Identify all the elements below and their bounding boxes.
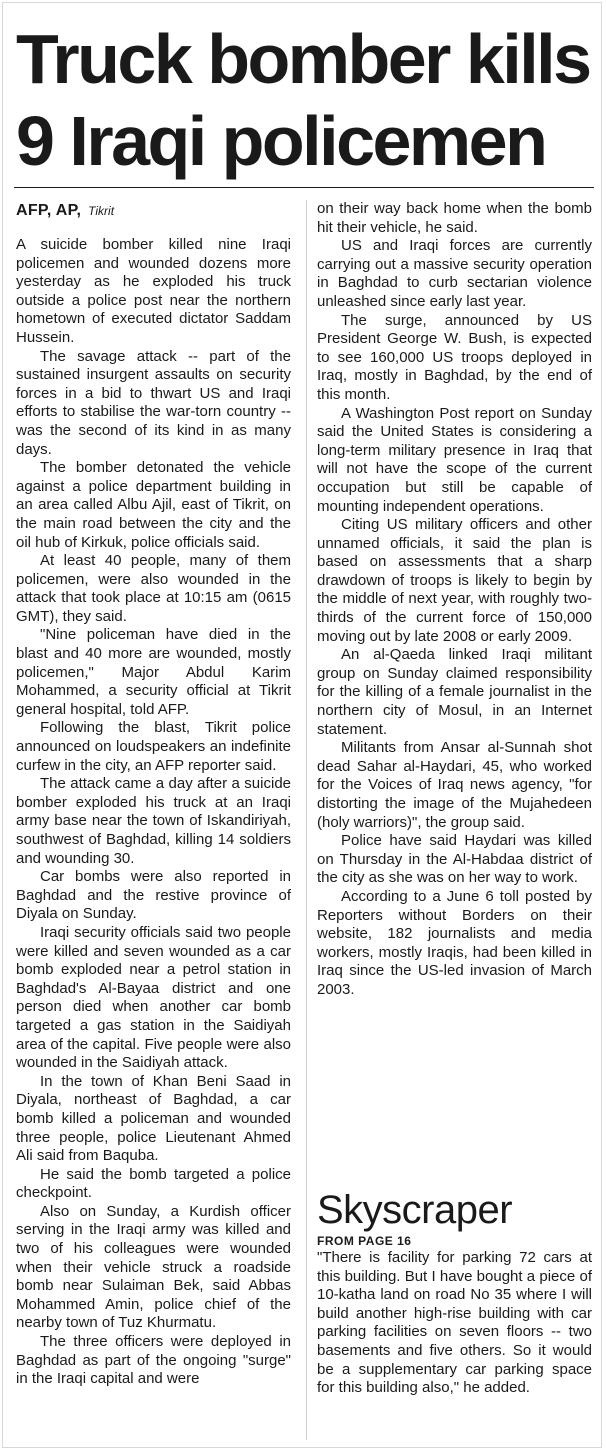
paragraph: He said the bomb targeted a police checkpoint.	[16, 1165, 291, 1202]
headline-line-2: 9 Iraqi policemen	[16, 102, 546, 180]
paragraph: Following the blast, Tikrit police announced on loudspeakers an indefinite curfew in the city, an AFP reporter said.	[16, 719, 291, 774]
headline-line-1: Truck bomber kills	[16, 20, 590, 98]
headline-divider	[14, 187, 594, 188]
paragraph: "Nine policeman have died in the blast and 40 more are wounded, mostly policemen," Major Abdul Karim Mohammed, a security official at Tikrit general hospital, told AFP.	[16, 626, 291, 718]
paragraph: A suicide bomber killed nine Iraqi policemen and wounded dozens more yesterday as he exploded his truck outside a police post near the northern hometown of executed dictator Saddam Hussein.	[16, 236, 291, 346]
skyscraper-from-page: FROM PAGE 16	[317, 1234, 412, 1248]
paragraph: on their way back home when the bomb hit their vehicle, he said.	[317, 200, 592, 236]
paragraph: The savage attack -- part of the sustained insurgent assaults on security forces in a bid to thwart US and Iraqi efforts to stabilise the war-torn country -- was the second of its kind in as many days.	[16, 347, 291, 458]
article-column-right	[317, 200, 592, 1000]
paragraph: Iraqi security officials said two people were killed and seven wounded as a car bomb exploded near a petrol station in Baghdad's Al-Bayaa district and one person died when another car bomb targeted a gas station in the Saidiyah area of the capital. Five people were also wounded in the Saidiyah attack.	[16, 923, 291, 1072]
paragraph: The bomber detonated the vehicle against a police department building in an area called Albu Ajil, east of Tikrit, on the main road between the city and the oil hub of Kirkuk, police officials said.	[16, 459, 291, 551]
paragraph: A Washington Post report on Sunday said the United States is considering a long-term military presence in Iraq that will not have the scope of the current occupation but still be capable of mounting independent operations.	[317, 404, 592, 515]
paragraph: The surge, announced by US President George W. Bush, is expected to see 160,000 US troops deployed in Iraq, mostly in Baghdad, by the end of this month.	[317, 311, 592, 403]
paragraph: According to a June 6 toll posted by Reporters without Borders on their website, 182 journalists and media workers, mostly Iraqis, had been killed in Iraq since the US-led invasion of March 2003.	[317, 887, 592, 998]
paragraph: Car bombs were also reported in Baghdad and the restive province of Diyala on Sunday.	[16, 868, 291, 923]
paragraph: Also on Sunday, a Kurdish officer serving in the Iraqi army was killed and two of his colleagues were wounded when their vehicle struck a roadside bomb near Sulaiman Bek, said Abbas Mohammed Amin, police chief of the nearby town of Tuz Khurmatu.	[16, 1202, 291, 1332]
paragraph: Militants from Ansar al-Sunnah shot dead Sahar al-Haydari, 45, who worked for the Voices of Iraq news agency, "for distorting the image of the Mujahedeen (holy warriors)", the group said.	[317, 739, 592, 831]
article-column-left	[16, 236, 291, 1389]
skyscraper-body: "There is facility for parking 72 cars at this building. But I have bought a piece of 10-katha land on road No 35 where I will build another high-rise building with car parking facilities on seven floors -- two basements and five others. So it would be a supplementary car parking space for this building also," he added.	[317, 1249, 592, 1397]
skyscraper-title: Skyscraper	[317, 1188, 513, 1232]
byline-agencies: AFP, AP,	[16, 202, 82, 219]
paragraph: Citing US military officers and other unnamed officials, it said the plan is based on assessments that a sharp drawdown of troops is likely to begin by the middle of next year, with roughly two-thirds of the current force of 150,000 moving out by late 2008 or early 2009.	[317, 516, 592, 645]
headline	[16, 18, 596, 182]
paragraph: An al-Qaeda linked Iraqi militant group on Sunday claimed responsibility for the killing of a female journalist in the northern city of Mosul, in an Internet statement.	[317, 646, 592, 738]
paragraph: Police have said Haydari was killed on Thursday in the Al-Habdaa district of the city as she was on her way to work.	[317, 832, 592, 887]
paragraph: US and Iraqi forces are currently carrying out a massive security operation in Baghdad to curb sectarian violence unleashed since early last year.	[317, 237, 592, 310]
paragraph: The attack came a day after a suicide bomber exploded his truck at an Iraqi army base near the town of Iskandiriyah, southwest of Baghdad, killing 14 soldiers and wounding 30.	[16, 775, 291, 867]
byline	[16, 201, 114, 220]
paragraph: At least 40 people, many of them policemen, were also wounded in the attack that took place at 10:15 am (0615 GMT), they said.	[16, 552, 291, 625]
column-rule	[306, 200, 307, 1440]
paragraph: In the town of Khan Beni Saad in Diyala, northeast of Baghdad, a car bomb killed a policeman and wounded three people, police Lieutenant Ahmed Ali said from Baquba.	[16, 1072, 291, 1165]
paragraph: The three officers were deployed in Baghdad as part of the ongoing "surge" in the Iraqi capital and were	[16, 1333, 291, 1388]
byline-place: Tikrit	[88, 204, 115, 218]
